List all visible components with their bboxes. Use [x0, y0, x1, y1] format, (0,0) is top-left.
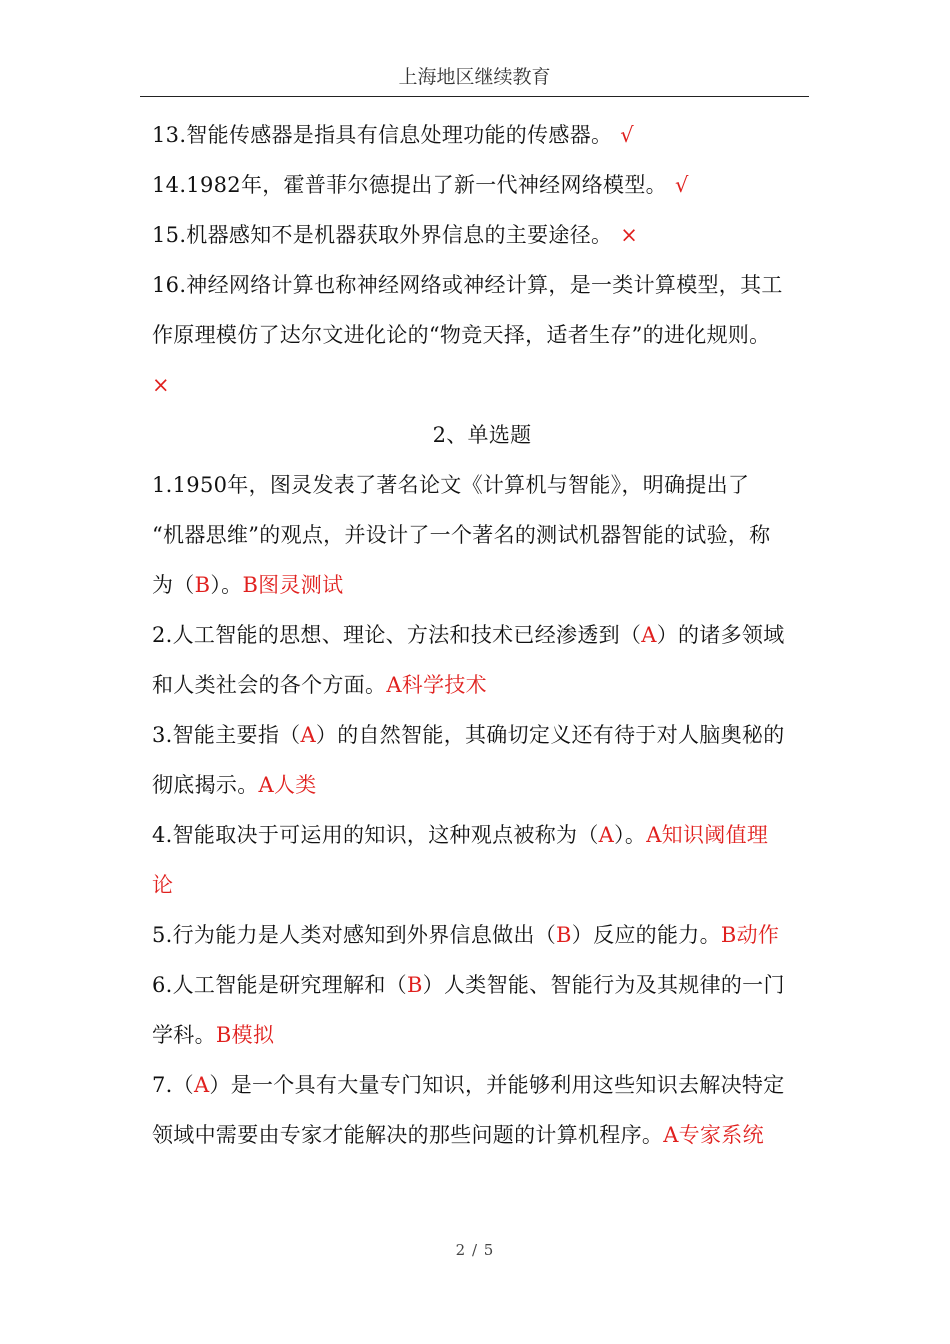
header-title: 上海地区继续教育	[398, 66, 551, 88]
question-item-5	[152, 910, 812, 960]
choice-letter: B	[556, 923, 572, 947]
answer-text: A人类	[258, 773, 317, 797]
question-text: ）反应的能力。	[571, 923, 721, 947]
question-text-line: 16.神经网络计算也称神经网络或神经计算，是一类计算模型，其工	[152, 273, 783, 297]
section-title: 2、单选题	[432, 423, 532, 447]
question-text: 7.（	[152, 1073, 194, 1097]
question-text: ）的诸多领域	[656, 623, 785, 647]
question-item-4	[152, 810, 812, 910]
question-text: 2.人工智能的思想、理论、方法和技术已经渗透到（	[152, 623, 642, 647]
question-text: 领域中需要由专家才能解决的那些问题的计算机程序。	[152, 1123, 664, 1147]
question-text: ）是一个具有大量专门知识，并能够利用这些知识去解决特定	[209, 1073, 785, 1097]
question-text: ）人类智能、智能行为及其规律的一门	[422, 973, 785, 997]
question-text: 3.智能主要指（	[152, 723, 301, 747]
question-text: 6.人工智能是研究理解和（	[152, 973, 407, 997]
page-header	[140, 62, 809, 97]
question-item-3	[152, 710, 812, 810]
question-text: 学科。	[152, 1023, 216, 1047]
question-text: 13.智能传感器是指具有信息处理功能的传感器。	[152, 123, 613, 147]
page-footer	[0, 1241, 950, 1259]
question-text: 14.1982年，霍普菲尔德提出了新一代神经网络模型。	[152, 173, 667, 197]
choice-letter: B	[406, 973, 423, 997]
question-item-6	[152, 960, 812, 1060]
answer-text: B图灵测试	[242, 573, 344, 597]
question-text: 15.机器感知不是机器获取外界信息的主要途径。	[152, 223, 613, 247]
question-text-line: 1.1950年，图灵发表了著名论文《计算机与智能》，明确提出了	[152, 473, 750, 497]
question-item-2	[152, 610, 812, 710]
document-body	[152, 110, 812, 1160]
question-text: 5.行为能力是人类对感知到外界信息做出（	[152, 923, 557, 947]
answer-text: A专家系统	[663, 1123, 764, 1147]
choice-letter: A	[641, 623, 657, 647]
choice-letter: B	[194, 573, 211, 597]
answer-text: A知识阈值理	[646, 823, 769, 847]
check-mark-icon: √	[674, 173, 689, 197]
choice-letter: A	[598, 823, 615, 847]
answer-text: B动作	[720, 923, 780, 947]
choice-letter: A	[300, 723, 316, 747]
question-text: 为（	[152, 573, 195, 597]
question-text: 和人类社会的各个方面。	[152, 673, 387, 697]
question-text: ）。	[614, 823, 647, 847]
judgment-item-14	[152, 160, 812, 210]
answer-text: 论	[152, 873, 174, 897]
question-text: 彻底揭示。	[152, 773, 259, 797]
cross-mark-icon: ×	[152, 373, 170, 397]
answer-text: B模拟	[215, 1023, 275, 1047]
question-text-line: “机器思维”的观点，并设计了一个著名的测试机器智能的试验，称	[152, 523, 771, 547]
judgment-item-16	[152, 260, 812, 410]
question-text: ）。	[210, 573, 243, 597]
page-number: 2 / 5	[455, 1241, 495, 1259]
question-text: 4.智能取决于可运用的知识，这种观点被称为（	[152, 823, 599, 847]
answer-text: A科学技术	[386, 673, 487, 697]
judgment-item-13	[152, 110, 812, 160]
question-item-7	[152, 1060, 812, 1160]
question-text: ）的自然智能，其确切定义还有待于对人脑奥秘的	[315, 723, 785, 747]
check-mark-icon: √	[620, 123, 634, 147]
question-text-line: 作原理模仿了达尔文进化论的“物竞天择，适者生存”的进化规则。	[152, 323, 771, 347]
cross-mark-icon: ×	[620, 223, 639, 247]
choice-letter: A	[193, 1073, 210, 1097]
judgment-item-15	[152, 210, 812, 260]
question-item-1	[152, 460, 812, 610]
